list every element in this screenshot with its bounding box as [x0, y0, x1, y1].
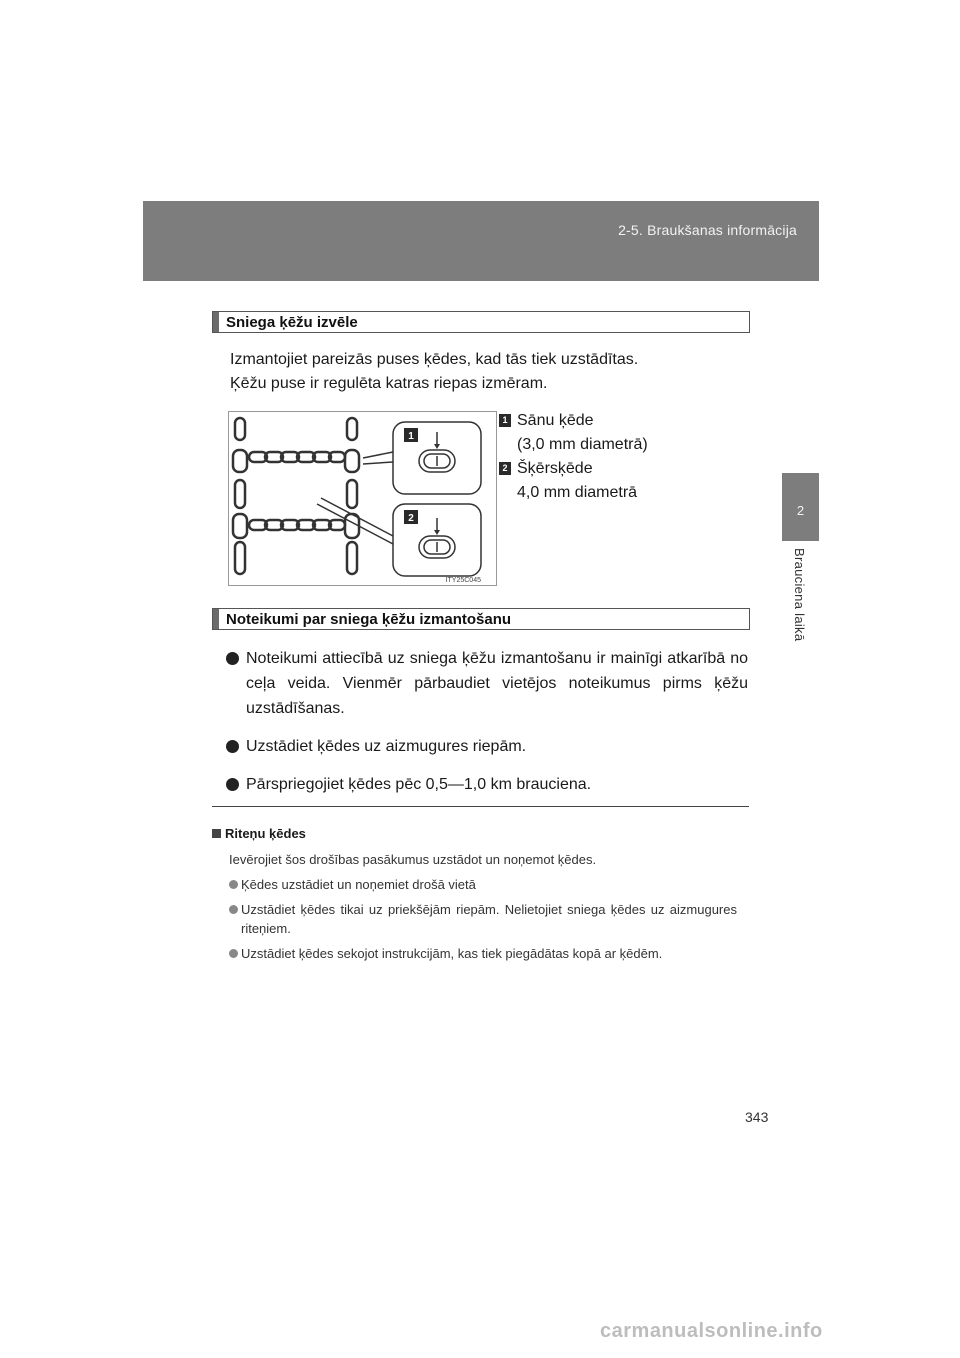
bullet-text: Noteikumi attiecībā uz sniega ķēžu izmantošanu ir mainīgi atkarībā no ceļa veida. Vienmēr pārbaudiet vietējos noteikumus pirms ķēžu uzstādīšanas.: [246, 650, 748, 717]
note-item: [212, 944, 737, 963]
bullet-text: Pārspriegojiet ķēdes pēc 0,5—1,0 km brauciena.: [246, 776, 592, 793]
figure-code: ITY25C045: [445, 577, 481, 584]
legend-title: Šķērsķēde: [517, 460, 593, 477]
legend-number: 2: [499, 462, 511, 475]
watermark: carmanualsonline.info: [600, 1320, 823, 1342]
legend-number: 1: [499, 414, 511, 427]
section-title: 2-5. Braukšanas informācija: [618, 222, 797, 238]
chapter-label: Brauciena laikā: [792, 548, 807, 642]
paragraph-line-2: Ķēžu puse ir regulēta katras riepas izmēram.: [230, 375, 548, 392]
bullet-text: Uzstādiet ķēdes uz aizmugures riepām.: [246, 738, 527, 755]
bullet-dot-icon: [226, 652, 239, 665]
paragraph-line-1: Izmantojiet pareizās puses ķēdes, kad tās tiek uzstādītas.: [230, 351, 639, 368]
note-intro: Ievērojiet šos drošības pasākumus uzstādot un noņemot ķēdes.: [229, 852, 597, 867]
legend-detail: 4,0 mm diametrā: [517, 484, 638, 501]
callout-2-label: 2: [408, 513, 414, 524]
bullet-dot-icon: [226, 778, 239, 791]
legend-detail: (3,0 mm diametrā): [517, 436, 648, 453]
page-number: 343: [745, 1109, 769, 1125]
note-item-text: Uzstādiet ķēdes sekojot instrukcijām, kas tiek piegādātas kopā ar ķēdēm.: [241, 946, 663, 961]
snow-chain-figure: [228, 411, 497, 586]
bullet-dot-icon: [226, 740, 239, 753]
heading-text: Sniega ķēžu izvēle: [226, 314, 358, 331]
note-title: Riteņu ķēdes: [212, 824, 737, 843]
note-dot-icon: [229, 949, 238, 958]
section-heading-chain-rules: [212, 608, 750, 630]
bullet-item: [226, 734, 748, 759]
note-dot-icon: [229, 905, 238, 914]
callout-1-label: 1: [408, 431, 414, 442]
heading-text: Noteikumi par sniega ķēžu izmantošanu: [226, 611, 512, 628]
bullet-item: [226, 646, 748, 721]
note-item: [212, 875, 737, 894]
tire-chain-note: [212, 824, 737, 969]
section-heading-chain-selection: [212, 311, 750, 333]
snow-chain-illustration: [229, 412, 496, 585]
chapter-number: 2: [796, 503, 805, 518]
note-item-text: Uzstādiet ķēdes tikai uz priekšējām riepām. Nelietojiet sniega ķēdes uz aizmugures riteņiem.: [241, 902, 737, 936]
square-bullet-icon: [212, 829, 221, 838]
legend-title: Sānu ķēde: [517, 412, 594, 429]
rules-bullet-list: [226, 646, 748, 810]
bullet-item: [226, 772, 748, 797]
heading-marker: [213, 312, 219, 332]
chapter-tab: [782, 473, 819, 541]
section-header-bar: [143, 201, 819, 281]
note-dot-icon: [229, 880, 238, 889]
divider: [212, 806, 749, 807]
note-item-text: Ķēdes uzstādiet un noņemiet drošā vietā: [241, 877, 476, 892]
note-item: [212, 900, 737, 938]
heading-marker: [213, 609, 219, 629]
